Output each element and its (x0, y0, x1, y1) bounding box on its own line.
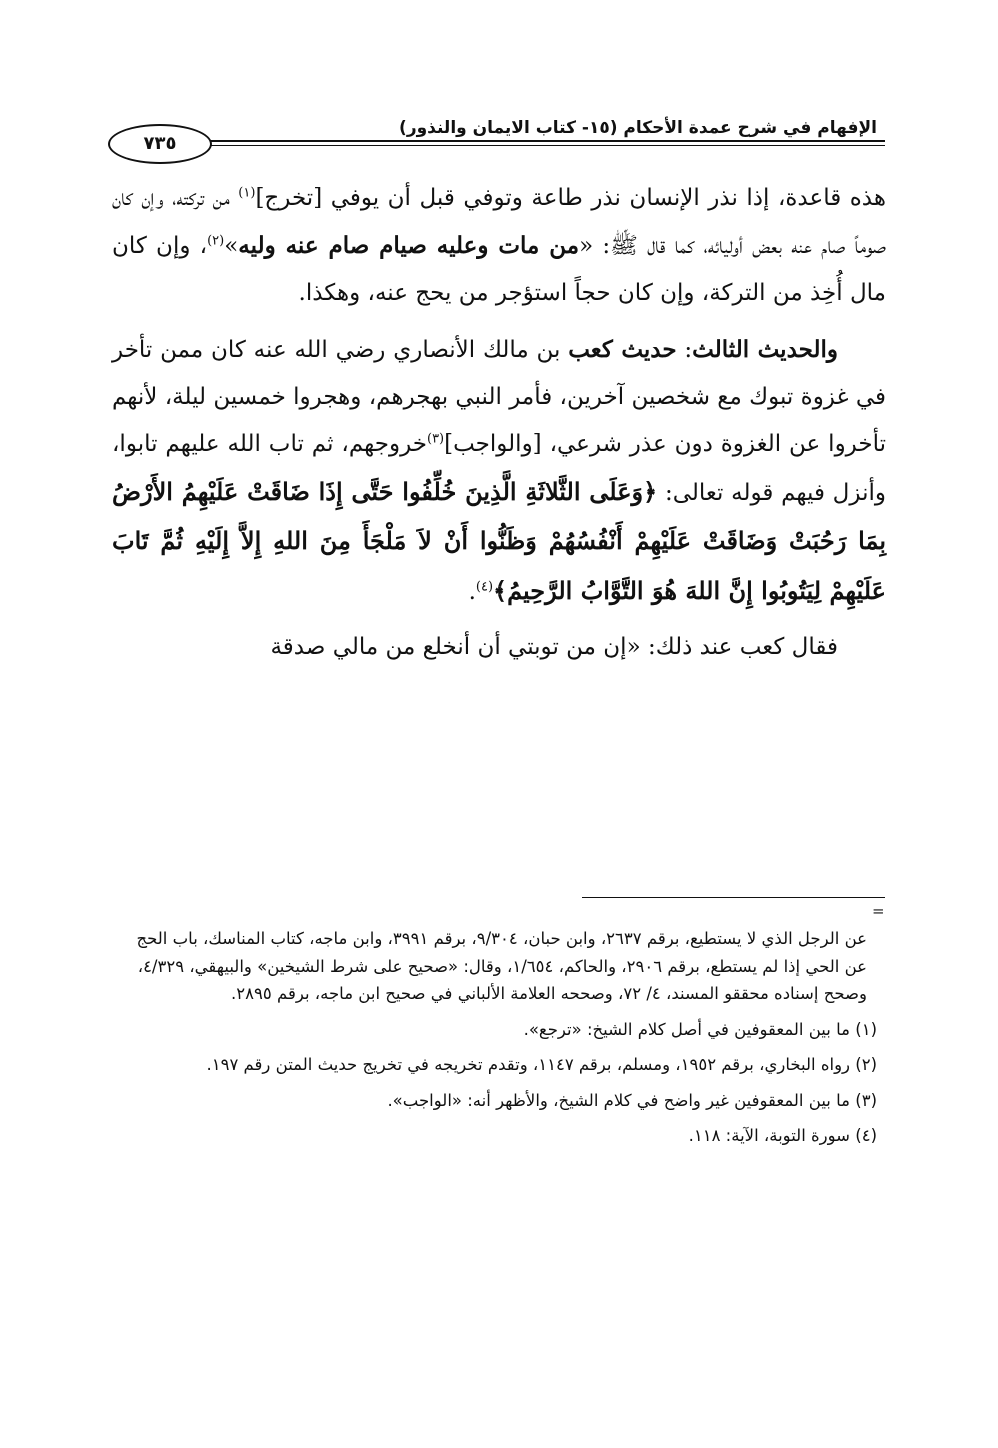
footnotes (112, 925, 877, 1150)
page-header (108, 118, 885, 162)
continuation-mark: = (872, 902, 885, 920)
main-text (112, 175, 886, 671)
footnote-2: (٢) رواه البخاري، برقم ١٩٥٢، ومسلم، برقم ١١٤٧، وتقدم تخريجه في تخريج حديث المتن رقم ١٩٧. (206, 1055, 877, 1074)
footnote-ref-3: (٣) (426, 431, 445, 447)
p1-text-d: ، وإن كان مال أُخِذ من التركة، وإن كان حجاً استؤجر من يحج عنه، وهكذا. (112, 233, 886, 307)
page-number: ٧٣٥ (108, 124, 212, 164)
running-title: الإفهام في شرح عمدة الأحكام (١٥- كتاب الايمان والنذور) (399, 118, 877, 138)
p1-quote-close: » (224, 233, 239, 260)
hadith-quote: من مات وعليه صيام صام عنه وليه (238, 232, 580, 260)
p1-text-b: من تركته، وإن كان صوماً صام عنه بعض أوليائه، كما قال ﷺ: « (112, 185, 886, 260)
header-rule-thin (198, 145, 885, 146)
footnote-separator (582, 897, 885, 898)
p1-text-a: هذه قاعدة، إذا نذر الإنسان نذر طاعة وتوفي قبل أن يوفي [تخرج] (255, 185, 886, 211)
footnote-1: (١) ما بين المعقوفين في أصل كلام الشيخ: «ترجع». (523, 1019, 877, 1039)
header-rule-thick (198, 140, 885, 142)
p2-end: . (468, 578, 476, 605)
footnote-4: (٤) سورة التوبة، الآية: ١١٨. (688, 1126, 877, 1145)
p2-text-a: بن مالك الأنصاري رضي الله عنه كان ممن تأخر في غزوة تبوك مع شخصين آخرين، فأمر النبي بهجرهم، وهجروا خمسين ليلة، لأنهم تأخروا عن الغزوة دون عذر شرعي، [والواجب] (111, 336, 886, 458)
footnote-continuation: عن الرجل الذي لا يستطيع، برقم ٢٦٣٧، وابن حبان، ٩/٣٠٤، برقم ٣٩٩١، وابن ماجه، كتاب المناسك، باب الحج عن الحي إذا لم يستطع، برقم ٢٩٠٦، والحاكم، ١/٦٥٤، وقال: «صحيح على شرط الشيخين» والبيهقي، ٤/٣٢٩، وصحح إسناده محققو المسند، ٤/ ٧٢، وصححه العلامة الألباني في صحيح ابن ماجه، برقم ٢٨٩٥. (136, 929, 867, 1003)
footnote-ref-4: (٤) (475, 578, 494, 594)
footnote-ref-2: (٢) (207, 233, 225, 249)
p3-text: فقال كعب عند ذلك: «إن من توبتي أن أنخلع من مالي صدقة (270, 633, 838, 660)
footnote-3: (٣) ما بين المعقوفين غير واضح في كلام الشيخ، والأظهر أنه: «الواجب». (387, 1090, 877, 1110)
heading-colon: : (676, 336, 693, 363)
paragraph-1 (112, 175, 886, 318)
hadith-name: حديث كعب (568, 335, 677, 363)
section-heading: والحديث الثالث (692, 335, 838, 363)
quran-verse: ﴿وَعَلَى الثَّلاثَةِ الَّذِينَ خُلِّفُوا حَتَّى إِذَا ضَاقَتْ عَلَيْهِمُ الأَرْضُ بِمَا رَحُبَتْ وَضَاقَتْ عَلَيْهِمْ أَنْفُسُهُمْ وَظَنُّوا أَنْ لاَ مَلْجَأَ مِنَ اللهِ إِلاَّ إِلَيْهِ ثُمَّ تَابَ عَلَيْهِمْ لِيَتُوبُوا إِنَّ اللهَ هُوَ التَّوَّابُ الرَّحِيمُ﴾ (112, 477, 887, 605)
footnote-ref-1: (١) (238, 185, 256, 201)
p2-text-b: خروجهم، ثم تاب الله عليهم تابوا، وأنزل فيهم قوله تعالى: (112, 431, 886, 507)
paragraph-3 (112, 624, 886, 671)
paragraph-2 (112, 326, 886, 616)
